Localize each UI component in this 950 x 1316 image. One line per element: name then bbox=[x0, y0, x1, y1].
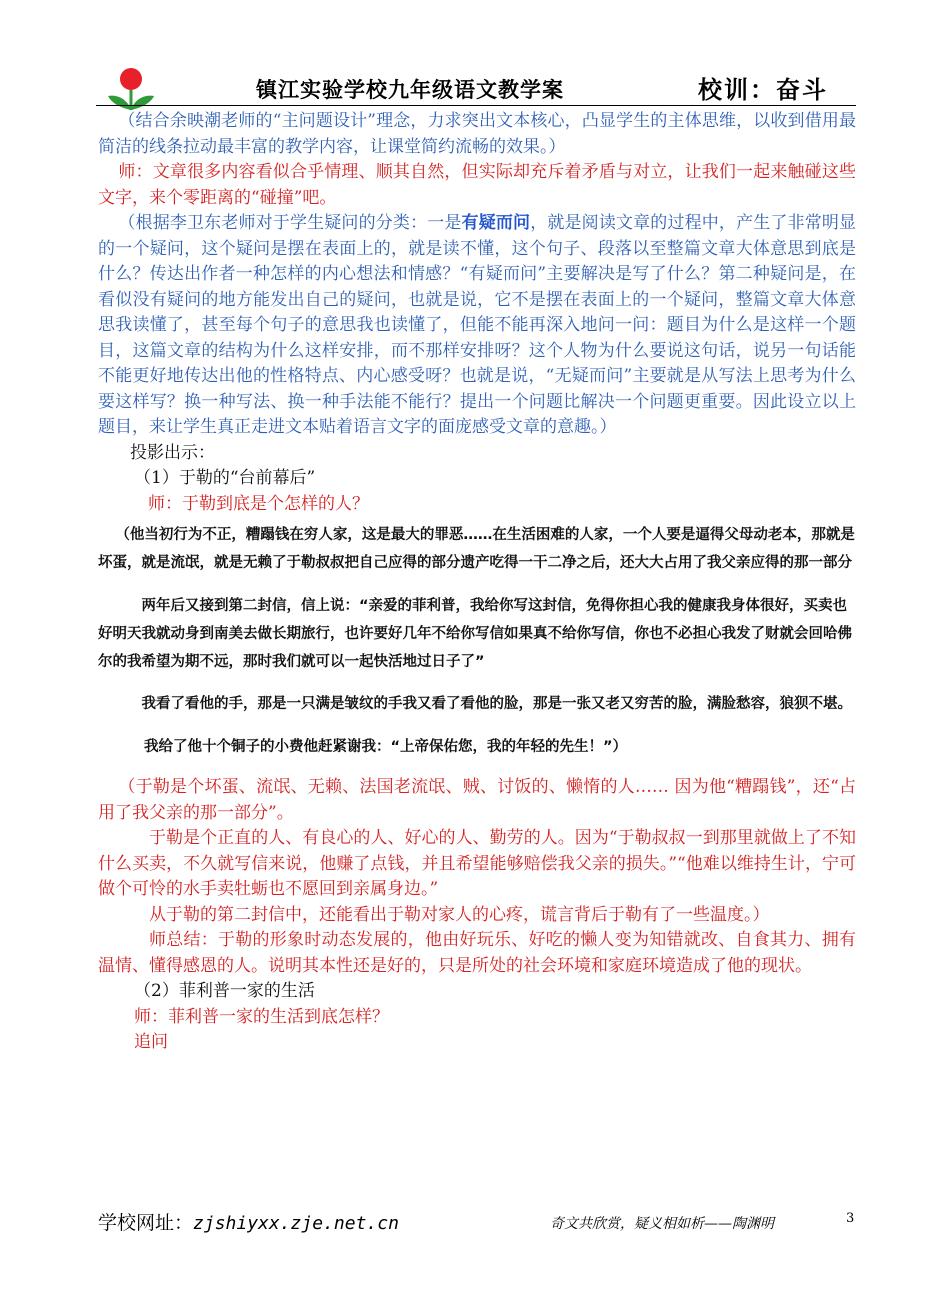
page-footer bbox=[98, 1208, 858, 1238]
teacher-question-2: 师：菲利普一家的生活到底怎样？ bbox=[134, 1006, 389, 1027]
question-classification-paragraph bbox=[98, 211, 856, 441]
page-header bbox=[96, 60, 856, 108]
quote-paragraph-2: 两年后又接到第二封信，信上说：“亲爱的菲利普，我给你写这封信，免得你担心我的健康我身体很好，买卖也好明天我就动身到南美去做长期旅行，也许要好几年不给你写信如果真不给你写信，你也不必担心我发了财就会回哈佛尔的我希望为期不远，那时我们就可以一起快活地过日子了” bbox=[98, 597, 852, 670]
teacher-question-1: 师：于勒到底是个怎样的人？ bbox=[148, 493, 369, 514]
section-heading-2: （2）菲利普一家的生活 bbox=[134, 981, 315, 1001]
school-motto: 校训：奋斗 bbox=[698, 75, 828, 104]
lesson-body bbox=[98, 109, 856, 1056]
teacher-summary-paragraph: 师总结：于勒的形象时动态发展的，他由好玩乐、好吃的懒人变为知错就改、自食其力、拥有温情、懂得感恩的人。说明其本性还是好的，只是所处的社会环境和家庭环境造成了他的现状。 bbox=[98, 930, 856, 976]
quote-paragraph-4: 我给了他十个铜子的小费他赶紧谢我：“上帝保佑您，我的年轻的先生！”） bbox=[144, 738, 628, 755]
answer-paragraph-1: （于勒是个坏蛋、流氓、无赖、法国老流氓、贼、讨饭的、懒惰的人…… 因为他“糟蹋钱”，还“占用了我父亲的那一部分”。 bbox=[98, 777, 856, 823]
classification-emphasis: 有疑而问 bbox=[461, 213, 531, 233]
website-url: zjshiyxx.zje.net.cn bbox=[193, 1213, 399, 1234]
projection-label: 投影出示： bbox=[130, 442, 215, 463]
header-divider bbox=[96, 105, 856, 106]
classification-intro: （根据李卫东老师对于学生疑问的分类：一是 bbox=[118, 213, 462, 233]
section-heading-1: （1）于勒的“台前幕后” bbox=[134, 468, 316, 488]
school-website bbox=[98, 1208, 399, 1235]
answer-paragraph-2: 于勒是个正直的人、有良心的人、好心的人、勤劳的人。因为“于勒叔叔一到那里就做上了不知什么买卖，不久就写信来说，他赚了点钱，并且希望能够赔偿我父亲的损失。”“他难以维持生计，宁可做个可怜的水手卖牡蛎也不愿回到亲属身边。” bbox=[98, 828, 856, 899]
website-label: 学校网址： bbox=[98, 1212, 194, 1234]
teacher-prompt-paragraph: 师：文章很多内容看似合乎情理、顺其自然，但实际却充斥着矛盾与对立，让我们一起来触碰这些文字，来个零距离的“碰撞”吧。 bbox=[98, 162, 856, 208]
design-note-paragraph: （结合余映潮老师的“主问题设计”理念，力求突出文本核心，凸显学生的主体思维，以收到借用最简洁的线条拉动最丰富的教学内容，让课堂简约流畅的效果。） bbox=[98, 111, 856, 157]
quote-paragraph-3: 我看了看他的手，那是一只满是皱纹的手我又看了看他的脸，那是一张又老又穷苦的脸，满脸愁容，狼狈不堪。 bbox=[141, 696, 852, 712]
classification-body: ，就是阅读文章的过程中，产生了非常明显的一个疑问，这个疑问是摆在表面上的，就是读不懂，这个句子、段落以至整篇文章大体意思到底是什么？传达出作者一种怎样的内心想法和情感？“有疑而问”主要解决是写了什么？第二种疑问是，在看似没有疑问的地方能发出自己的疑问，也就是说，它不是摆在表面上的一个疑问，整篇文章大体意思我读懂了，甚至每个句子的意思我也读懂了，但能不能再深入地问一问：题目为什么是这样一个题目，这篇文章的结构为什么这样安排，而不那样安排呀？这个人物为什么要说这句话，说另一句话能不能更好地传达出他的性格特点、内心感受呀？也就是说，“无疑而问”主要就是从写法上思考为什么要这样写？换一种写法、换一种手法能不能行？提出一个问题比解决一个问题更重要。因此设立以上题目，来让学生真正走进文本贴着语言文字的面庞感受文章的意趣。） bbox=[98, 213, 857, 437]
quote-paragraph-1: （他当初行为不正，糟蹋钱在穷人家，这是最大的罪恶……在生活困难的人家，一个人要是逼得父母动老本，那就是坏蛋，就是流氓，就是无赖了于勒叔叔把自己应得的部分遗产吃得一干二净之后，还大大占用了我父亲应得的那一部分 bbox=[98, 527, 855, 571]
answer-paragraph-3: 从于勒的第二封信中，还能看出于勒对家人的心疼，谎言背后于勒有了一些温度。） bbox=[149, 904, 770, 925]
footer-quote: 奇文共欣赏，疑义相如析——陶渊明 bbox=[550, 1216, 774, 1232]
page-number: 3 bbox=[846, 1211, 855, 1226]
school-logo-icon bbox=[104, 66, 158, 110]
follow-up-label: 追问 bbox=[134, 1032, 168, 1052]
document-title: 镇江实验学校九年级语文教学案 bbox=[256, 77, 564, 102]
